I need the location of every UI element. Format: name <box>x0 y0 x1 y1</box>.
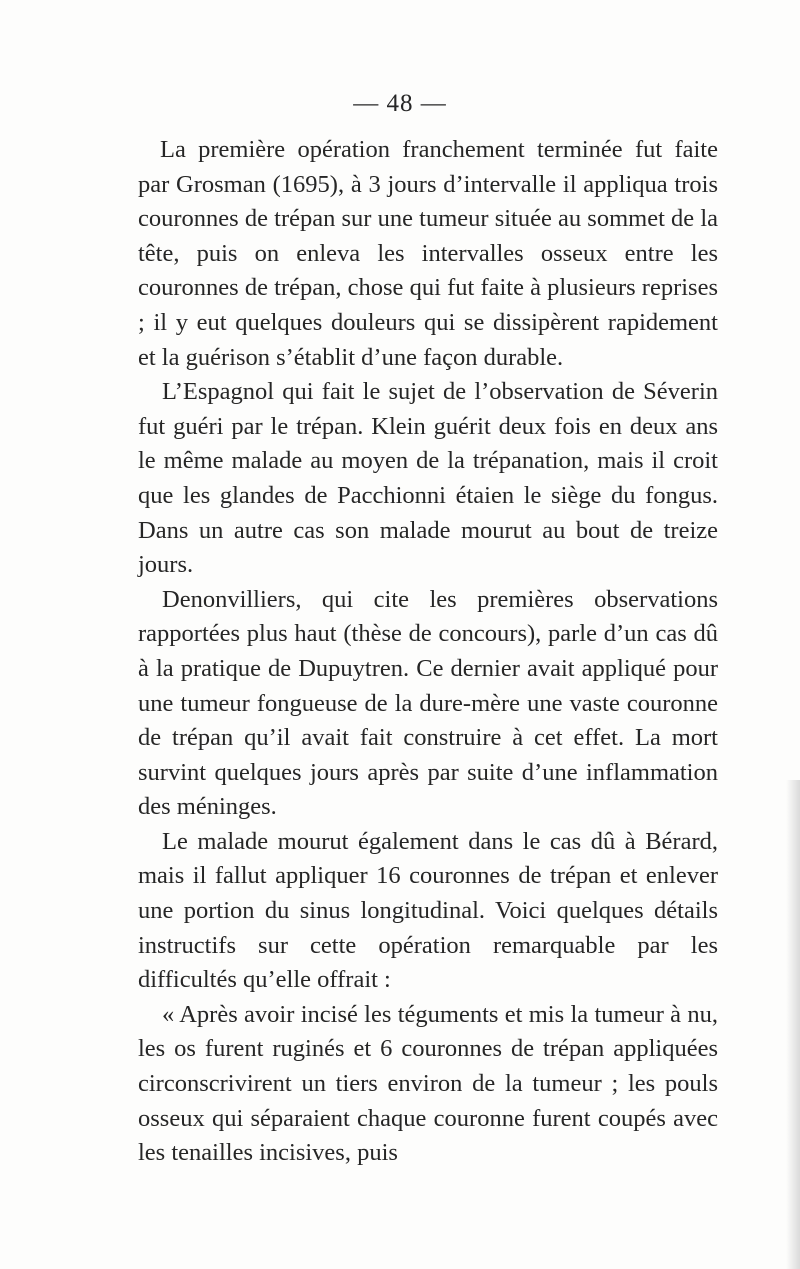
paragraph-berard: Le malade mourut également dans le cas dû à Bérard, mais il fallut appliquer 16 couronnes de trépan et enlever une portion du sinus longitudinal. Voici quelques détails instructifs sur cette opération remarquable par les difficultés qu’elle offrait : <box>138 827 718 994</box>
body-text <box>138 133 718 1171</box>
page-number: — 48 — <box>353 90 447 117</box>
paragraph-grosman: La première opération franchement terminée fut faite par Grosman (1695), à 3 jours d’intervalle il appliqua trois couronnes de trépan sur une tumeur située au sommet de la tête, puis on enleva les intervalles osseux entre les couronnes de trépan, chose qui fut faite à plusieurs reprises ; il y eut quelques douleurs qui se dissipèrent rapidement et la guérison s’établit d’une façon durable. <box>138 136 718 371</box>
page-edge-shadow <box>786 780 800 1269</box>
paragraph-denonvilliers: Denonvilliers, qui cite les premières observations rapportées plus haut (thèse de concours), parle d’un cas dû à la pratique de Dupuytren. Ce dernier avait appliqué pour une tumeur fongueuse de la dure-mère une vaste couronne de trépan qu’il avait fait construire à cet effet. La mort survint quelques jours après par suite d’une inflammation des méninges. <box>138 585 718 821</box>
paragraph-espagnol: L’Espagnol qui fait le sujet de l’observation de Séverin fut guéri par le trépan. Klein guérit deux fois en deux ans le même malade au moyen de la trépanation, mais il croit que les glandes de Pacchionni étaien le siège du fongus. Dans un autre cas son malade mourut au bout de treize jours. <box>138 378 718 579</box>
paragraph-quotation: « Après avoir incisé les téguments et mis la tumeur à nu, les os furent ruginés et 6 couronnes de trépan appliquées circonscrivirent un tiers environ de la tumeur ; les pouls osseux qui séparaient chaque couronne furent coupés avec les tenailles incisives, puis <box>138 1000 718 1167</box>
